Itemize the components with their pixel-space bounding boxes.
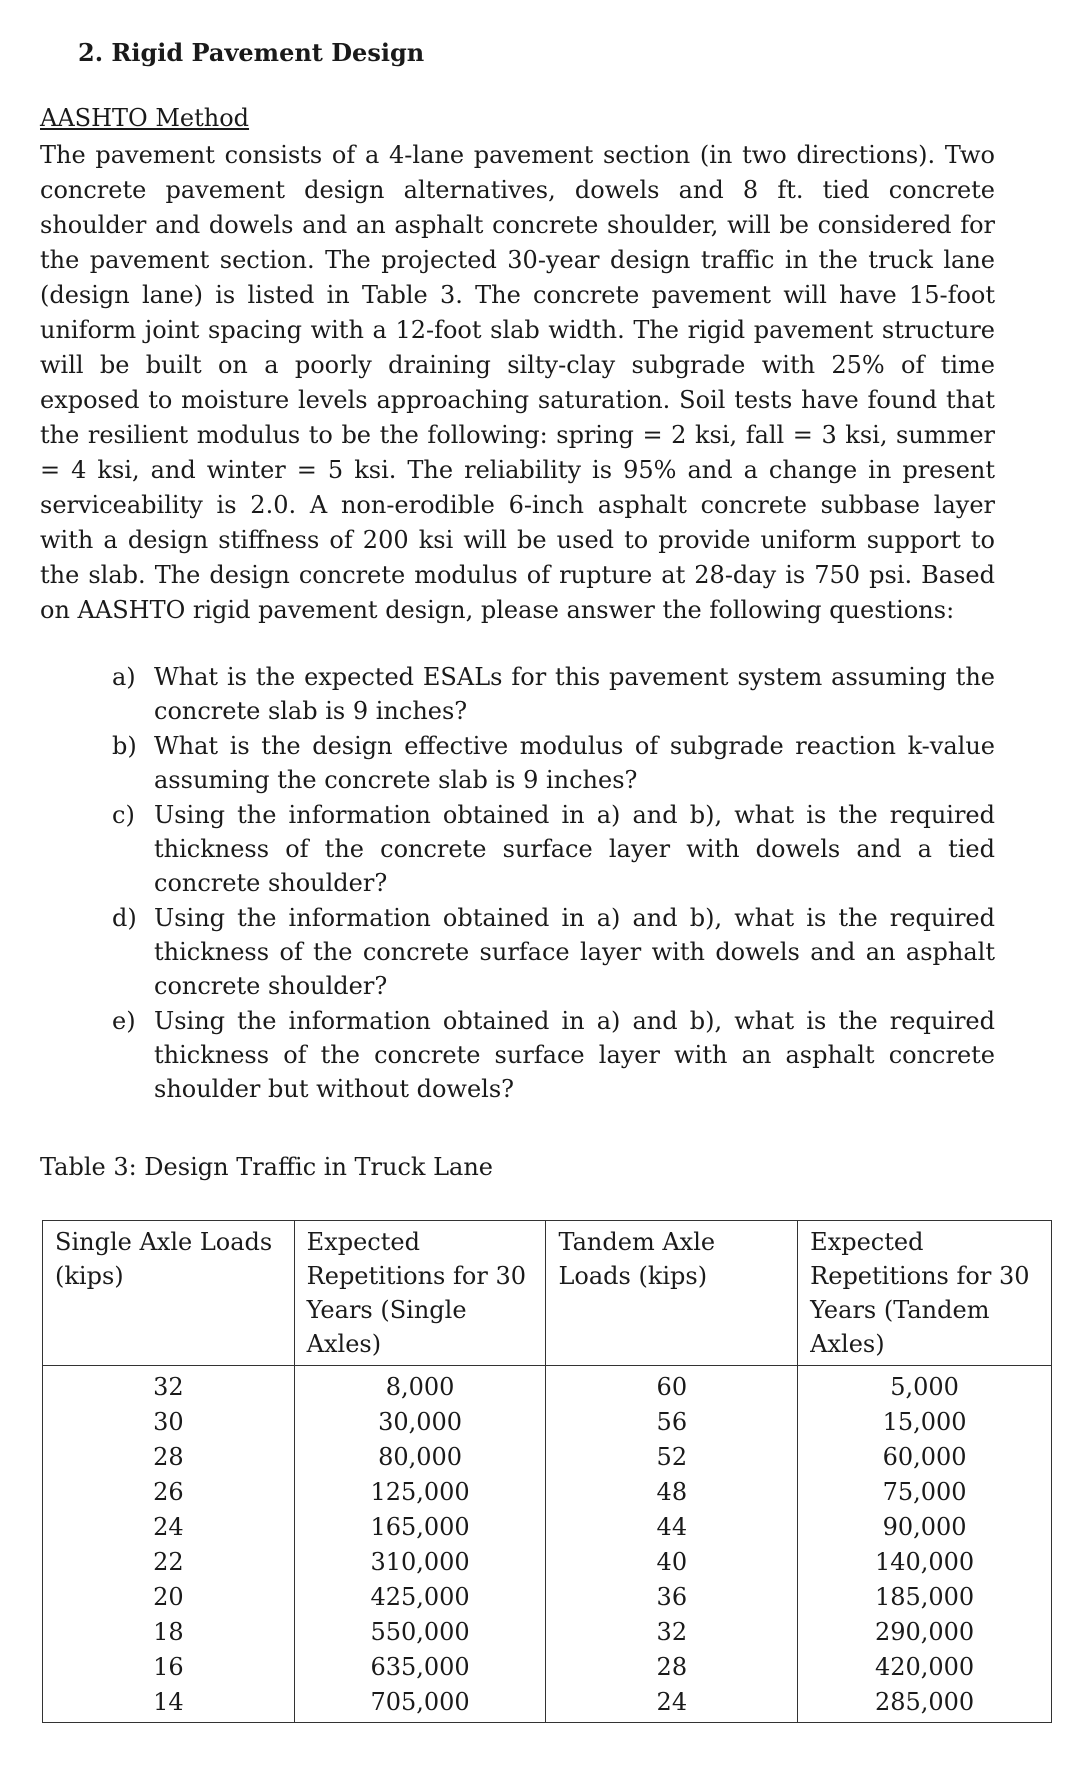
tandem-repetitions-cell: 140,000 <box>798 1545 1052 1580</box>
tandem-axle-load-cell: 32 <box>546 1615 798 1650</box>
header-tandem-repetitions: Expected Repetitions for 30 Years (Tandem Axles) <box>798 1221 1052 1366</box>
single-axle-load-cell: 16 <box>43 1650 295 1685</box>
single-repetitions-cell: 125,000 <box>294 1475 546 1510</box>
single-axle-load-cell: 28 <box>43 1440 295 1475</box>
single-repetitions-cell: 310,000 <box>294 1545 546 1580</box>
table-caption: Table 3: Design Traffic in Truck Lane <box>40 1153 493 1181</box>
table-row <box>43 1580 1052 1615</box>
table-body <box>43 1366 1052 1723</box>
tandem-repetitions-cell: 185,000 <box>798 1580 1052 1615</box>
tandem-axle-load-cell: 24 <box>546 1685 798 1723</box>
single-repetitions-cell: 635,000 <box>294 1650 546 1685</box>
problem-paragraph: The pavement consists of a 4-lane pavement section (in two directions). Two concrete pavement design alternatives, dowels and 8 ft. tied concrete shoulder and dowels and an asphalt concrete shoulder, will be considered for the pavement section. The projected 30-year design traffic in the truck lane (design lane) is listed in Table 3. The concrete pavement will have 15-foot uniform joint spacing with a 12-foot slab width. The rigid pavement structure will be built on a poorly draining silty-clay subgrade with 25% of time exposed to moisture levels approaching saturation. Soil tests have found that the resilient modulus to be the following: spring = 2 ksi, fall = 3 ksi, summer = 4 ksi, and winter = 5 ksi. The reliability is 95% and a change in present serviceability is 2.0. A non-erodible 6-inch asphalt concrete subbase layer with a design stiffness of 200 ksi will be used to provide uniform support to the slab. The design concrete modulus of rupture at 28-day is 750 psi. Based on AASHTO rigid pavement design, please answer the following questions: <box>40 141 995 624</box>
table-row <box>43 1615 1052 1650</box>
single-repetitions-cell: 165,000 <box>294 1510 546 1545</box>
question-list <box>112 660 995 1107</box>
tandem-repetitions-cell: 420,000 <box>798 1650 1052 1685</box>
question-text: Using the information obtained in a) and b), what is the required thickness of the concrete surface layer with dowels and an asphalt concrete shoulder? <box>154 904 995 1000</box>
question-marker: a) <box>112 663 136 691</box>
question-marker: c) <box>112 801 135 829</box>
method-subheading: AASHTO Method <box>40 104 250 132</box>
tandem-repetitions-cell: 75,000 <box>798 1475 1052 1510</box>
tandem-repetitions-cell: 285,000 <box>798 1685 1052 1723</box>
single-repetitions-cell: 705,000 <box>294 1685 546 1723</box>
question-text: What is the expected ESALs for this pavement system assuming the concrete slab is 9 inches? <box>154 663 995 725</box>
single-repetitions-cell: 30,000 <box>294 1405 546 1440</box>
tandem-repetitions-cell: 15,000 <box>798 1405 1052 1440</box>
table-row <box>43 1440 1052 1475</box>
question-item <box>112 729 995 797</box>
question-text: Using the information obtained in a) and b), what is the required thickness of the concrete surface layer with an asphalt concrete shoulder but without dowels? <box>154 1007 995 1103</box>
question-item <box>112 1004 995 1106</box>
single-axle-load-cell: 24 <box>43 1510 295 1545</box>
tandem-axle-load-cell: 56 <box>546 1405 798 1440</box>
tandem-axle-load-cell: 36 <box>546 1580 798 1615</box>
tandem-axle-load-cell: 40 <box>546 1545 798 1580</box>
design-traffic-table <box>42 1220 1052 1723</box>
question-marker: e) <box>112 1007 136 1035</box>
header-single-repetitions: Expected Repetitions for 30 Years (Single Axles) <box>294 1221 546 1366</box>
single-axle-load-cell: 22 <box>43 1545 295 1580</box>
table-row <box>43 1685 1052 1723</box>
header-single-axle-loads: Single Axle Loads (kips) <box>43 1221 295 1366</box>
header-tandem-axle-loads: Tandem Axle Loads (kips) <box>546 1221 798 1366</box>
single-repetitions-cell: 425,000 <box>294 1580 546 1615</box>
tandem-repetitions-cell: 60,000 <box>798 1440 1052 1475</box>
tandem-axle-load-cell: 28 <box>546 1650 798 1685</box>
table-row <box>43 1366 1052 1406</box>
single-axle-load-cell: 14 <box>43 1685 295 1723</box>
tandem-axle-load-cell: 44 <box>546 1510 798 1545</box>
tandem-axle-load-cell: 60 <box>546 1366 798 1406</box>
question-marker: b) <box>112 732 137 760</box>
single-repetitions-cell: 80,000 <box>294 1440 546 1475</box>
single-axle-load-cell: 30 <box>43 1405 295 1440</box>
question-item <box>112 798 995 900</box>
section-heading: 2. Rigid Pavement Design <box>78 38 425 67</box>
single-axle-load-cell: 20 <box>43 1580 295 1615</box>
question-item <box>112 901 995 1003</box>
question-marker: d) <box>112 904 137 932</box>
question-text: What is the design effective modulus of subgrade reaction k-value assuming the concrete slab is 9 inches? <box>154 732 995 794</box>
tandem-repetitions-cell: 90,000 <box>798 1510 1052 1545</box>
table-row <box>43 1475 1052 1510</box>
tandem-axle-load-cell: 52 <box>546 1440 798 1475</box>
table-header-row <box>43 1221 1052 1366</box>
tandem-axle-load-cell: 48 <box>546 1475 798 1510</box>
single-repetitions-cell: 550,000 <box>294 1615 546 1650</box>
question-item <box>112 660 995 728</box>
table-row <box>43 1405 1052 1440</box>
tandem-repetitions-cell: 290,000 <box>798 1615 1052 1650</box>
question-text: Using the information obtained in a) and b), what is the required thickness of the concrete surface layer with dowels and a tied concrete shoulder? <box>154 801 995 897</box>
single-repetitions-cell: 8,000 <box>294 1366 546 1406</box>
single-axle-load-cell: 32 <box>43 1366 295 1406</box>
single-axle-load-cell: 26 <box>43 1475 295 1510</box>
table-row <box>43 1510 1052 1545</box>
table-row <box>43 1650 1052 1685</box>
single-axle-load-cell: 18 <box>43 1615 295 1650</box>
table-row <box>43 1545 1052 1580</box>
tandem-repetitions-cell: 5,000 <box>798 1366 1052 1406</box>
